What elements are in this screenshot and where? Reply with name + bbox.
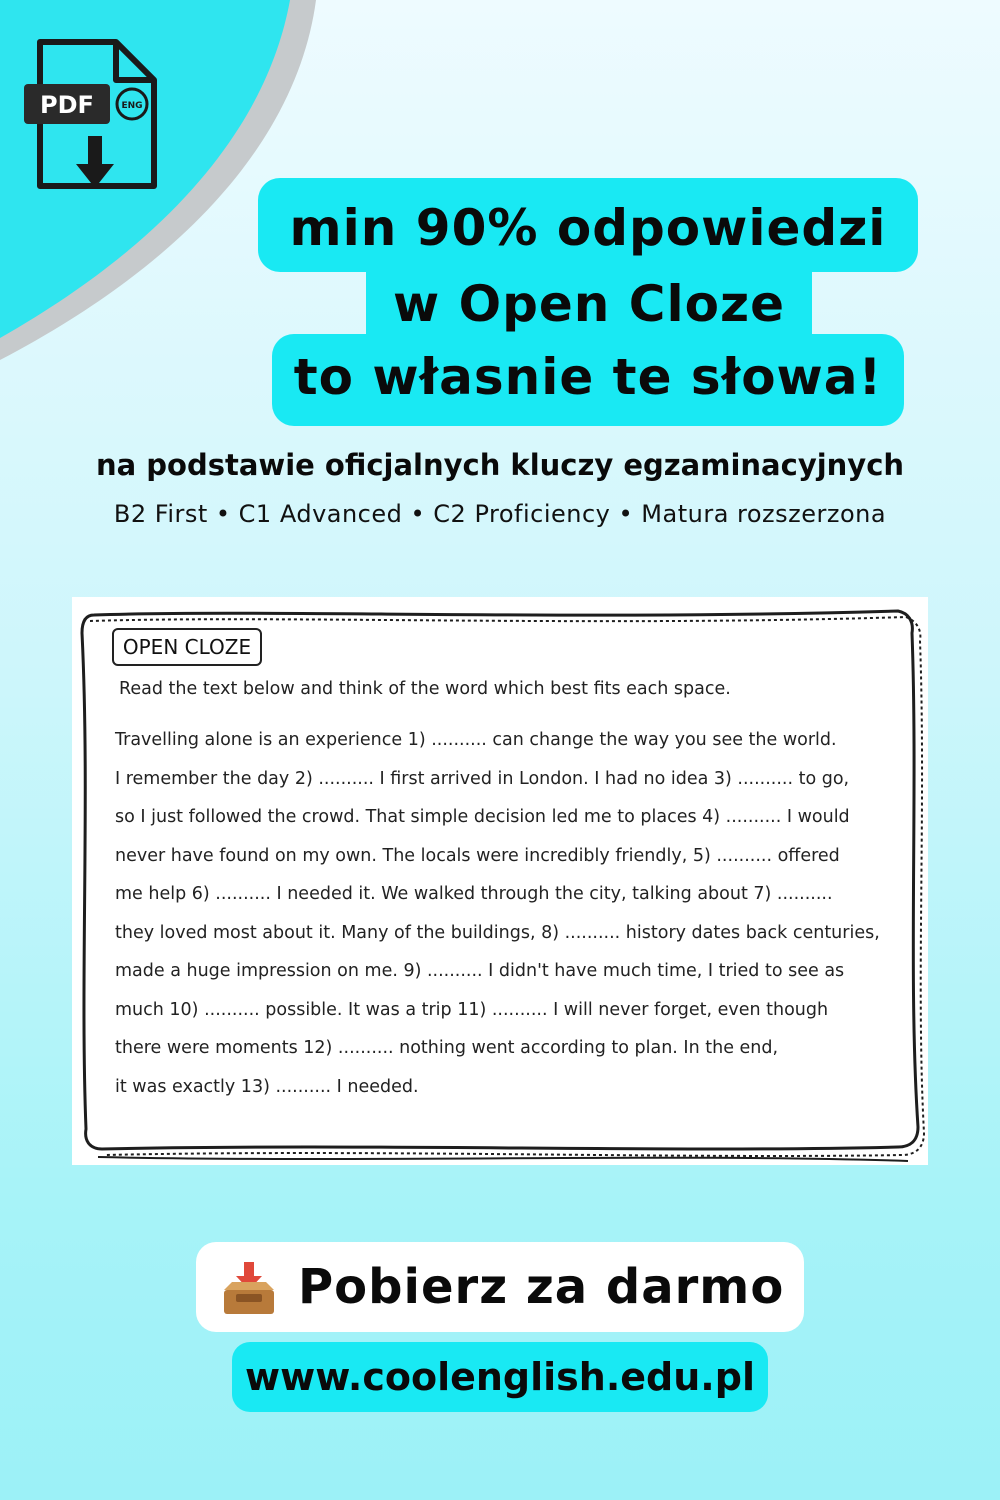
passage-line: never have found on my own. The locals were incredibly friendly, 5) .......... offered bbox=[115, 845, 840, 866]
headline-line-1: min 90% odpowiedzi bbox=[258, 178, 918, 272]
exam-list: B2 First • C1 Advanced • C2 Proficiency • Matura rozszerzona bbox=[113, 500, 887, 528]
headline-line-3: to własnie te słowa! bbox=[272, 334, 904, 426]
download-free-button[interactable] bbox=[196, 1242, 804, 1332]
website-url-link[interactable]: www.coolenglish.edu.pl bbox=[232, 1342, 768, 1412]
logo-text: ENG bbox=[121, 101, 143, 111]
download-free-label: Pobierz za darmo bbox=[298, 1259, 785, 1315]
worksheet-instruction: Read the text below and think of the word which best fits each space. bbox=[119, 679, 731, 699]
inbox-tray-icon bbox=[220, 1262, 278, 1316]
passage-line: much 10) .......... possible. It was a trip 11) .......... I will never forget, even though bbox=[115, 999, 829, 1020]
passage-line: I remember the day 2) .......... I first arrived in London. I had no idea 3) .......... to go, bbox=[115, 768, 850, 789]
subtitle: na podstawie oficjalnych kluczy egzaminacyjnych bbox=[95, 448, 905, 482]
worksheet-preview bbox=[72, 597, 928, 1165]
passage-line: it was exactly 13) .......... I needed. bbox=[115, 1076, 419, 1097]
cloze-passage bbox=[115, 730, 905, 1115]
passage-line: so I just followed the crowd. That simple decision led me to places 4) .......... I would bbox=[115, 807, 850, 827]
passage-line: they loved most about it. Many of the buildings, 8) .......... history dates back centuries, bbox=[115, 922, 880, 943]
passage-line: made a huge impression on me. 9) .......... I didn't have much time, I tried to see as bbox=[115, 961, 845, 981]
worksheet-title: OPEN CLOZE bbox=[112, 628, 262, 666]
pdf-label: PDF bbox=[40, 91, 94, 119]
pdf-download-icon bbox=[20, 36, 160, 196]
headline-line-2: w Open Cloze bbox=[366, 262, 812, 346]
passage-line: me help 6) .......... I needed it. We walked through the city, talking about 7) .......... bbox=[115, 884, 833, 904]
passage-line: there were moments 12) .......... nothing went according to plan. In the end, bbox=[115, 1038, 779, 1058]
passage-line: Travelling alone is an experience 1) .......... can change the way you see the world. bbox=[115, 730, 837, 750]
